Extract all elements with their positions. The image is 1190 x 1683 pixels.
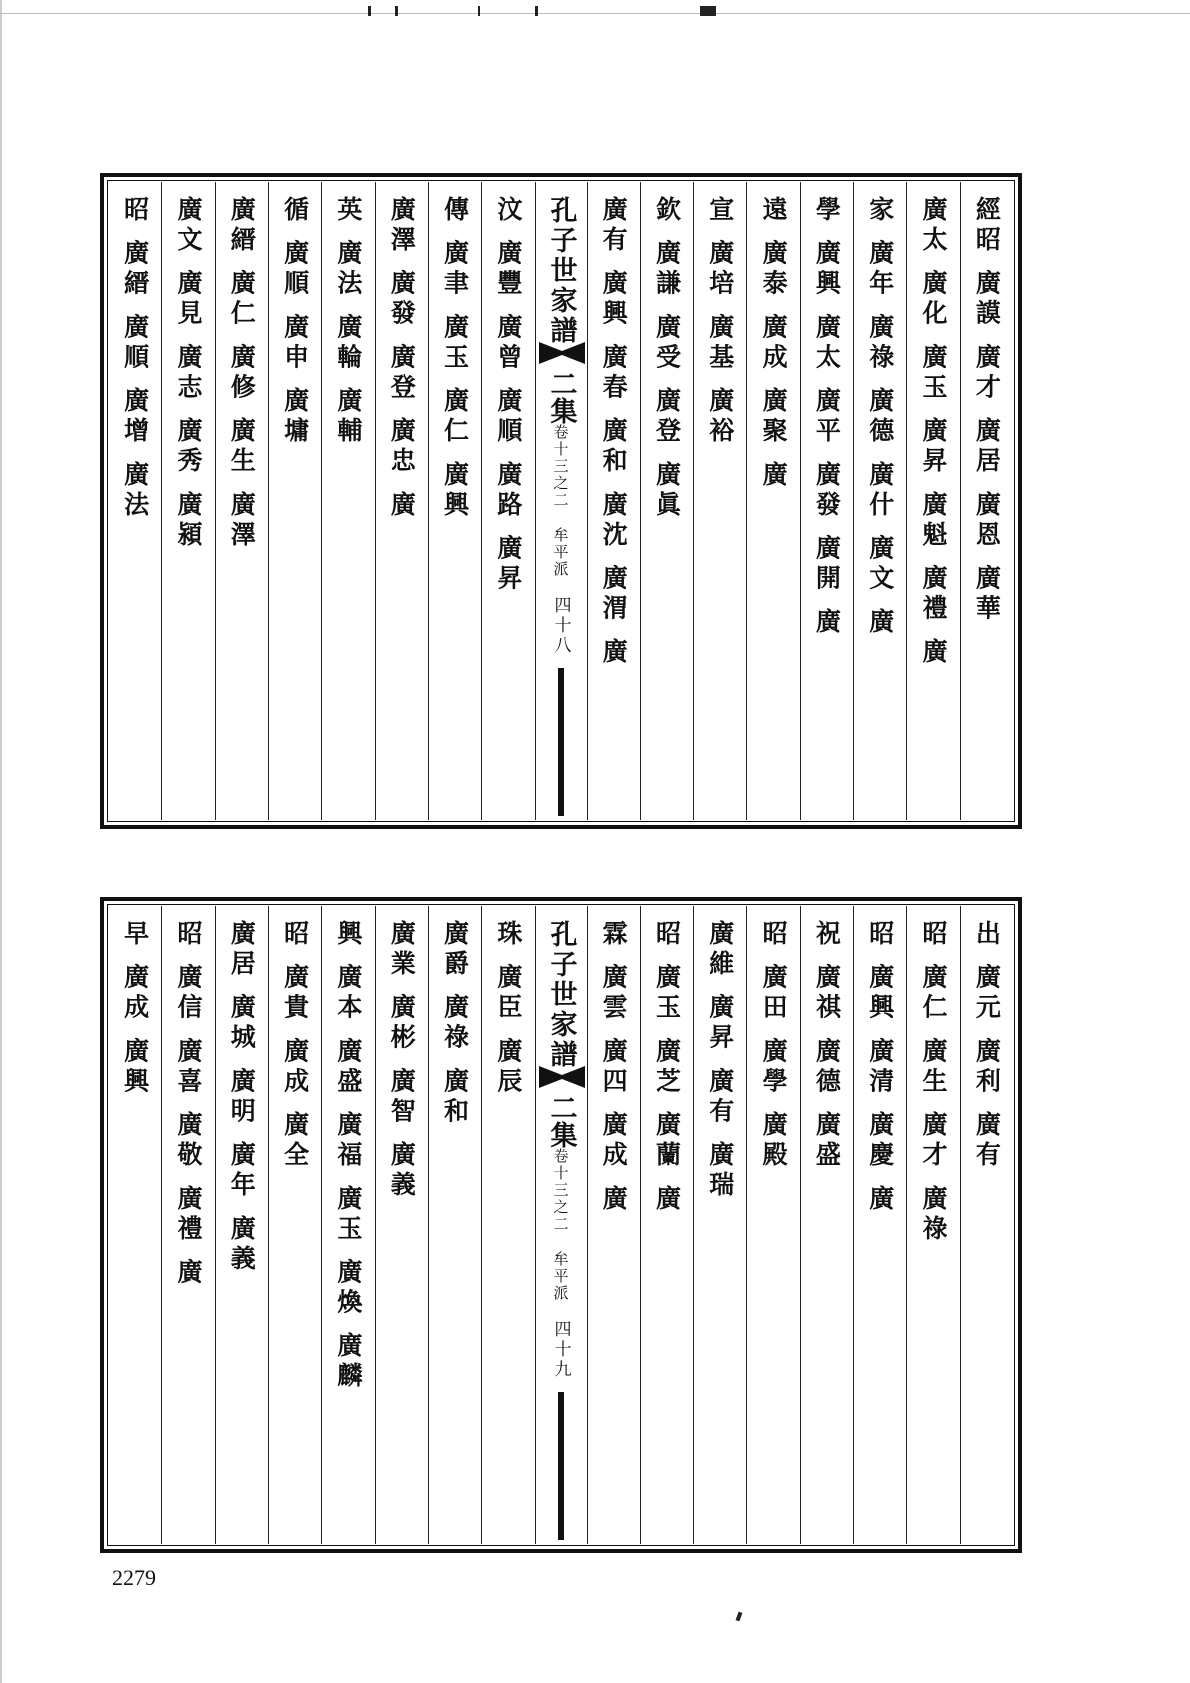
- scan-mark: [368, 6, 371, 16]
- scan-top-edge: [0, 13, 1190, 14]
- spine-title: 孔子世家譜: [545, 196, 577, 346]
- entry-column: 廣文 廣見 廣志 廣秀 廣潁: [161, 182, 214, 820]
- entry-column: 宣 廣培 廣基 廣裕: [693, 182, 746, 820]
- entry-column: 家 廣年 廣祿 廣德 廣什 廣文 廣: [853, 182, 906, 820]
- spine-branch: 牟平派: [551, 1251, 570, 1302]
- scan-mark: [700, 6, 716, 16]
- entry-column: 珠 廣臣 廣辰: [481, 906, 534, 1544]
- scan-mark: [478, 6, 480, 16]
- spine-branch: 牟平派: [551, 527, 570, 578]
- spine-page-number: 四十九: [550, 1320, 571, 1380]
- page-number: 2279: [112, 1565, 156, 1590]
- entry-column: 祝 廣祺 廣德 廣盛: [800, 906, 853, 1544]
- entry-column: 汶 廣豐 廣曾 廣順 廣路 廣昇: [481, 182, 534, 820]
- entry-column: 遠 廣泰 廣成 廣聚 廣: [746, 182, 799, 820]
- entry-column: 傳 廣聿 廣玉 廣仁 廣興: [428, 182, 481, 820]
- scan-mark: [395, 6, 398, 16]
- spine-volume: 卷十三之二: [551, 424, 570, 509]
- column-grid: [109, 182, 1013, 820]
- spine-collection: 二集: [545, 370, 577, 424]
- entry-column: 昭 廣信 廣喜 廣敬 廣禮 廣: [161, 906, 214, 1544]
- scan-left-edge: [0, 0, 2, 1683]
- entry-column: 廣爵 廣祿 廣和: [428, 906, 481, 1544]
- entry-column: 廣太 廣化 廣玉 廣昇 廣魁 廣禮 廣: [906, 182, 959, 820]
- entry-column: 廣維 廣昇 廣有 廣瑞: [693, 906, 746, 1544]
- entry-column: 早 廣成 廣興: [120, 920, 150, 1098]
- entry-column: 廣縉 廣仁 廣修 廣生 廣澤: [215, 182, 268, 820]
- entry-column: 廣業 廣彬 廣智 廣義: [375, 906, 428, 1544]
- spine-rule: [558, 1392, 564, 1540]
- entry-column: 英 廣法 廣輪 廣輔: [321, 182, 374, 820]
- entry-column: 昭 廣仁 廣生 廣才 廣祿: [906, 906, 959, 1544]
- entry-column: 學 廣興 廣太 廣平 廣發 廣開 廣: [800, 182, 853, 820]
- fish-tail-ornament-icon: [539, 1066, 585, 1088]
- spine-volume: 卷十三之二: [551, 1148, 570, 1233]
- scan-speck: [736, 1612, 743, 1622]
- entry-column: 欽 廣謙 廣受 廣登 廣眞: [640, 182, 693, 820]
- entry-column: 出 廣元 廣利 廣有: [960, 906, 1013, 1544]
- book-spine-center: [535, 906, 587, 1544]
- spine-lower-text: [545, 370, 577, 656]
- book-spine-center: [535, 182, 587, 820]
- entry-column: 廣澤 廣發 廣登 廣忠 廣: [375, 182, 428, 820]
- entry-column: 廣居 廣城 廣明 廣年 廣義: [215, 906, 268, 1544]
- spine-rule: [558, 668, 564, 816]
- entry-column: 昭 廣貴 廣成 廣全: [268, 906, 321, 1544]
- entry-column: 廣有 廣興 廣春 廣和 廣沈 廣渭 廣: [587, 182, 640, 820]
- spine-title: 孔子世家譜: [545, 920, 577, 1070]
- spine-page-number: 四十八: [550, 596, 571, 656]
- entry-column: 興 廣本 廣盛 廣福 廣玉 廣煥 廣麟: [321, 906, 374, 1544]
- entry-column: 昭 廣縉 廣順 廣增 廣法: [120, 196, 150, 521]
- entry-column: 昭 廣玉 廣芝 廣蘭 廣: [640, 906, 693, 1544]
- entry-column: 昭 廣田 廣學 廣殿: [746, 906, 799, 1544]
- genealogy-panel-top: [100, 173, 1022, 829]
- entry-column: 昭 廣興 廣清 廣慶 廣: [853, 906, 906, 1544]
- spine-lower-text: [545, 1094, 577, 1380]
- fish-tail-ornament-icon: [539, 342, 585, 364]
- entry-column: 循 廣順 廣申 廣墉: [268, 182, 321, 820]
- entry-column: 霖 廣雲 廣四 廣成 廣: [587, 906, 640, 1544]
- entry-column: 經昭 廣謨 廣才 廣居 廣恩 廣華: [960, 182, 1013, 820]
- scan-mark: [535, 6, 538, 16]
- genealogy-panel-bottom: [100, 897, 1022, 1553]
- column-grid: [109, 906, 1013, 1544]
- spine-collection: 二集: [545, 1094, 577, 1148]
